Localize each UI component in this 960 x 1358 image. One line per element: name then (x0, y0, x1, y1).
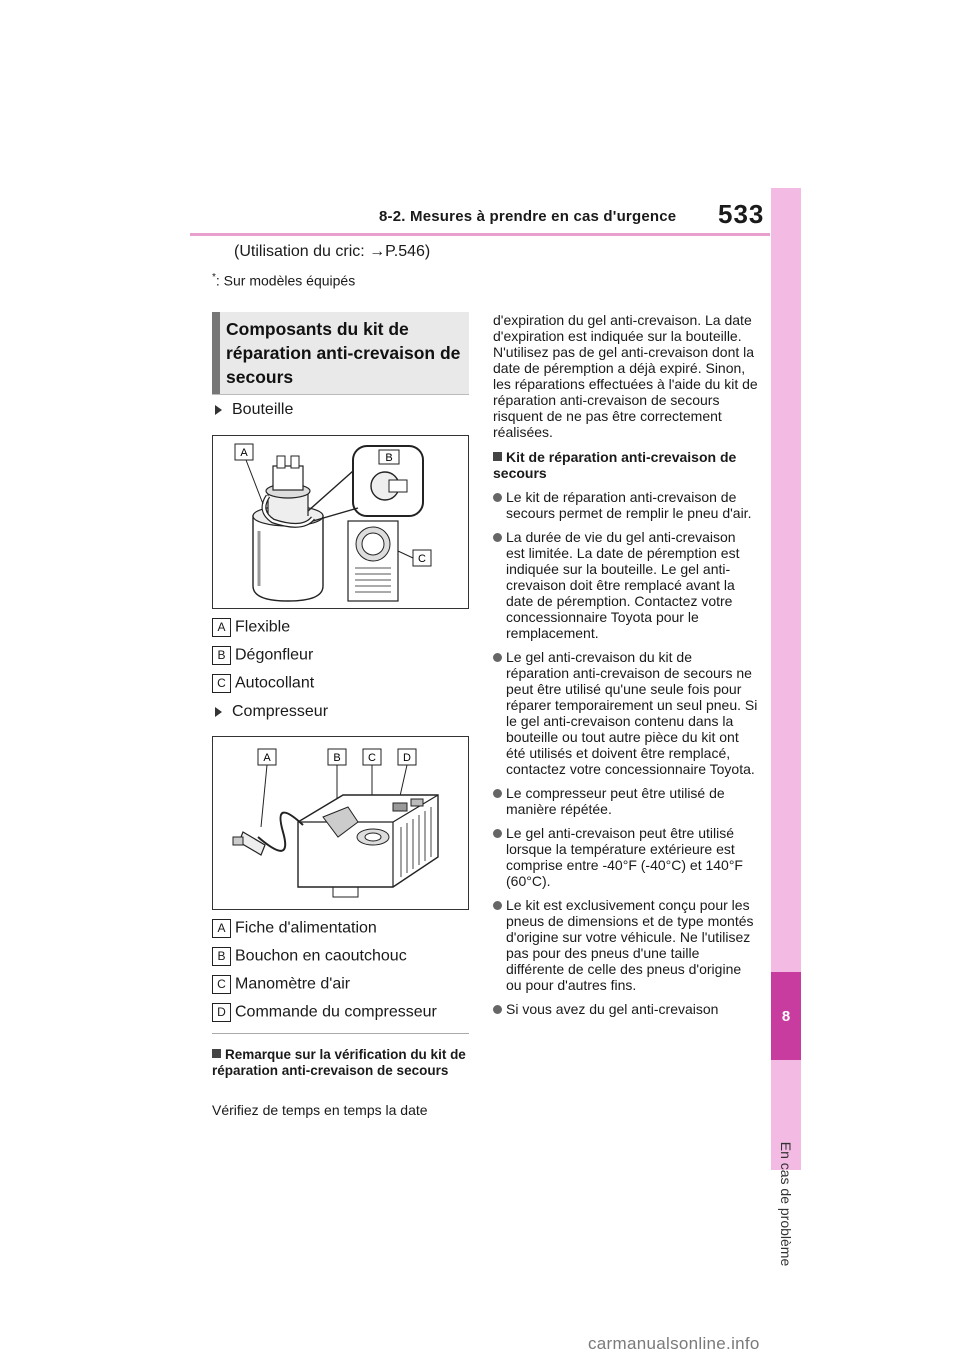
compressor-legend-d (212, 1003, 437, 1022)
footnote (212, 272, 355, 289)
bottle-heading-text: Bouteille (232, 401, 294, 418)
bullet-item: Si vous avez du gel anti-crevaison (493, 1001, 758, 1017)
legend-label: Fiche d'alimentation (235, 919, 377, 937)
bottle-figure (212, 435, 469, 609)
note-heading (212, 1047, 472, 1079)
kit-heading-text: Kit de réparation anti-crevaison de secours (493, 449, 737, 481)
legend-label: Dégonfleur (235, 646, 314, 664)
note-text: Vérifiez de temps en temps la date (212, 1102, 428, 1118)
triangle-bullet-icon (215, 707, 222, 717)
bullet-item: Le gel anti-crevaison peut être utilisé lorsque la température extérieure est comprise entre -40°F (-40°C) et 140°F (60°C). (493, 825, 758, 889)
chapter-label-text: En cas de problème (778, 1141, 794, 1267)
callout-letter-a: A (263, 752, 271, 764)
jack-reference: (Utilisation du cric: →P.546) (234, 243, 431, 260)
watermark: carmanualsonline.info (588, 1334, 760, 1353)
bullet-item: Le kit est exclusivement conçu pour les pneus de dimensions et de type montés d'origine sur votre véhicule. Ne l'utilisez pas pour des pneus d'une taille différente de celle des pneus d'origine ou pour d'autres fins. (493, 897, 758, 993)
callout-letter-c: C (368, 752, 376, 764)
footnote-text: : Sur modèles équipés (215, 272, 356, 289)
bottle-legend-a (212, 618, 290, 637)
legend-label: Flexible (235, 618, 291, 636)
chapter-header: 8-2. Mesures à prendre en cas d'urgence (379, 208, 677, 225)
bullet-item: La durée de vie du gel anti-crevaison est limitée. La date de péremption est indiquée sur la bouteille. Le gel anti-crevaison doit être remplacé avant la date de péremption. Contactez votre concessionnaire Toyota pour le remplacement. (493, 529, 758, 641)
callout-letter-a: A (240, 447, 248, 459)
right-column (493, 312, 758, 1017)
legend-letter: B (212, 646, 231, 665)
compressor-heading-text: Compresseur (232, 703, 329, 720)
bullet-item: Le compresseur peut être utilisé de manière répétée. (493, 785, 758, 817)
legend-label: Commande du compresseur (235, 1003, 437, 1021)
header-rule (190, 233, 770, 236)
legend-letter: A (212, 919, 231, 938)
section-separator (212, 1033, 469, 1034)
section-title-box (212, 312, 469, 395)
legend-letter: A (212, 618, 231, 637)
square-bullet-icon (493, 452, 502, 461)
compressor-legend-c (212, 975, 350, 994)
compressor-legend-a (212, 919, 377, 938)
legend-letter: C (212, 674, 231, 693)
page-number: 533 (718, 199, 765, 229)
legend-label: Manomètre d'air (235, 975, 351, 993)
intro-paragraph: d'expiration du gel anti-crevaison. La date d'expiration est indiquée sur la bouteille. N'utilisez pas de gel anti-crevaison dont la date de péremption a déjà expiré. Sinon, les réparations effectuées à l'aide du kit de réparation anti-crevaison de secours risquent de ne pas être correctement réalisées. (493, 312, 758, 440)
legend-letter: D (212, 1003, 231, 1022)
triangle-bullet-icon (215, 405, 222, 415)
compressor-figure (212, 736, 469, 910)
note-heading-text: Remarque sur la vérification du kit de réparation anti-crevaison de secours (212, 1047, 466, 1078)
section-title-bar (212, 312, 220, 394)
legend-letter: C (212, 975, 231, 994)
legend-label: Autocollant (235, 674, 315, 692)
square-bullet-icon (212, 1049, 221, 1058)
compressor-legend-b (212, 947, 407, 966)
kit-heading (493, 449, 758, 481)
chapter-label (771, 1084, 801, 1324)
bullet-item: Le gel anti-crevaison du kit de réparation anti-crevaison de secours ne peut être utilisé qu'une seule fois pour réparer temporairement un seul pneu. Si le gel anti-crevaison contenu dans la bouteille ou tout autre pièce du kit ont été utilisés et doivent être remplacé, contactez votre concessionnaire Toyota. (493, 649, 758, 777)
chapter-number: 8 (781, 1008, 791, 1025)
compressor-heading (215, 703, 328, 721)
callout-letter-b: B (385, 452, 393, 464)
section-title: Composants du kit de réparation anti-crevaison de secours (226, 319, 461, 387)
callout-letter-c: C (418, 553, 426, 565)
bottle-legend-c (212, 674, 314, 693)
bottle-heading (215, 401, 293, 419)
legend-label: Bouchon en caoutchouc (235, 947, 407, 965)
chapter-side-tab (771, 188, 801, 1267)
bottle-illustration (213, 436, 468, 608)
callout-letter-b: B (333, 752, 341, 764)
compressor-illustration (213, 737, 468, 909)
bullet-item: Le kit de réparation anti-crevaison de secours permet de remplir le pneu d'air. (493, 489, 758, 521)
footnote-mark: * (212, 272, 216, 283)
callout-letter-d: D (403, 752, 411, 764)
legend-letter: B (212, 947, 231, 966)
bottle-legend-b (212, 646, 313, 665)
